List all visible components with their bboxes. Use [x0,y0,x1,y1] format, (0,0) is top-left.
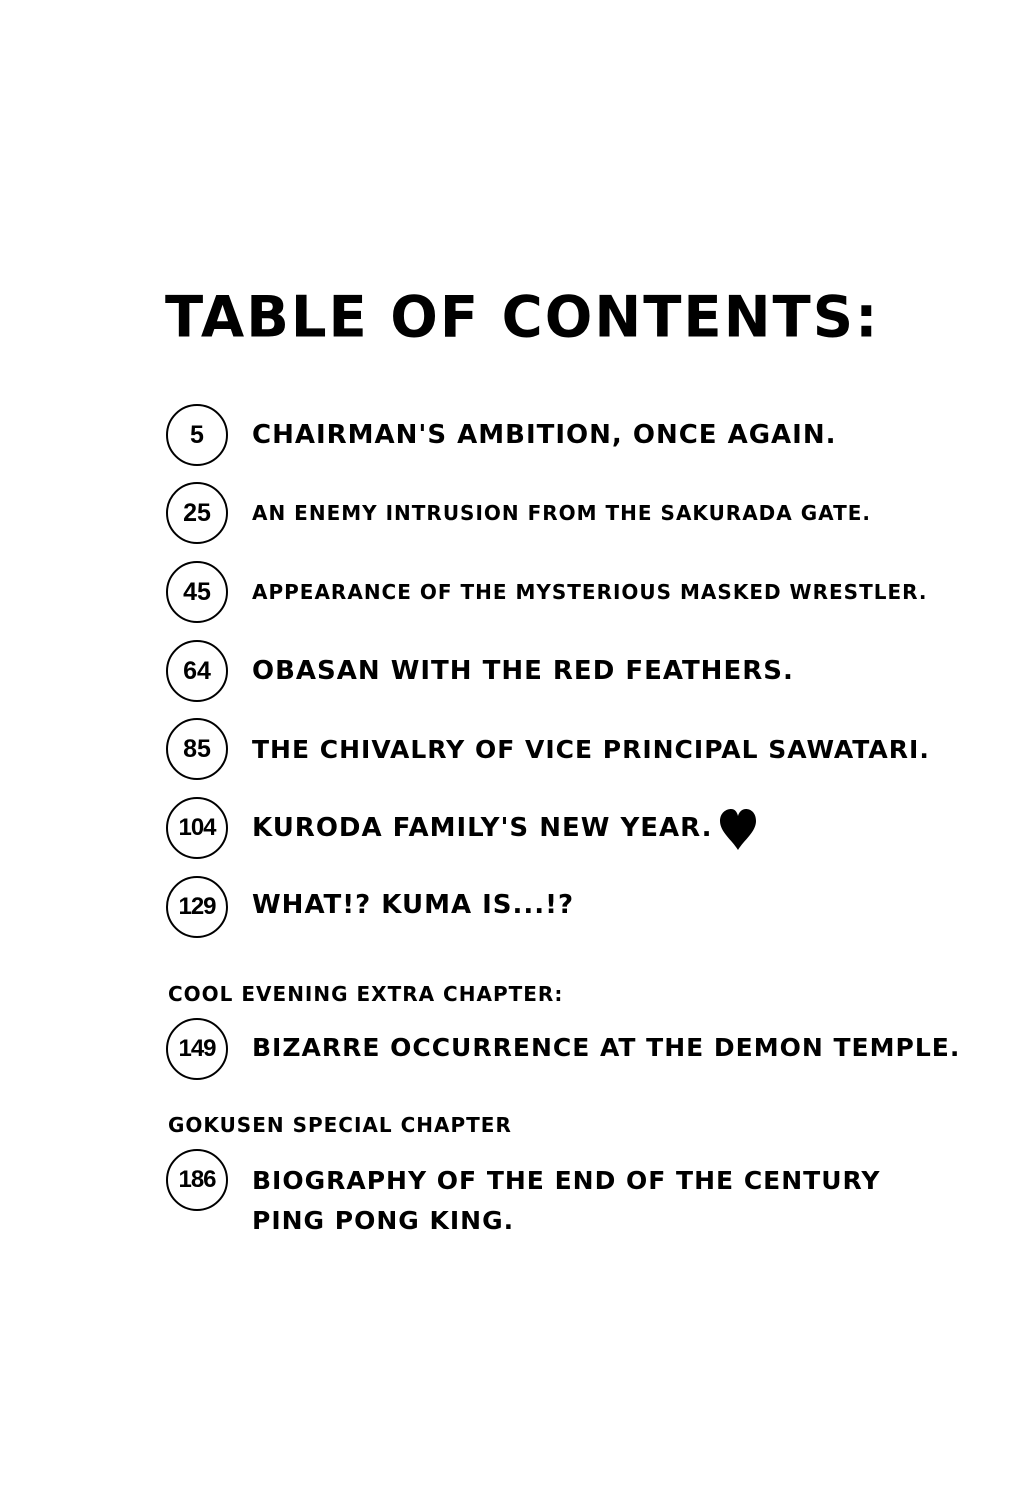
chapter-title: THE CHIVALRY OF VICE PRINCIPAL SAWATARI. [252,735,930,764]
page-number: 64 [166,640,228,702]
chapter-title: BIZARRE OCCURRENCE AT THE DEMON TEMPLE. [252,1033,961,1062]
chapter-title: OBASAN WITH THE RED FEATHERS. [252,656,794,686]
chapter-title: CHAIRMAN'S AMBITION, ONCE AGAIN. [252,420,837,450]
page-number: 149 [166,1018,228,1080]
extra-chapter-label: COOL EVENING EXTRA CHAPTER: [168,982,564,1006]
page-number: 104 [166,797,228,859]
chapter-title: AN ENEMY INTRUSION FROM THE SAKURADA GATE. [252,501,871,525]
chapter-title: KURODA FAMILY'S NEW YEAR. [252,813,713,843]
heart-icon [718,808,758,852]
chapter-title: WHAT!? KUMA IS...!? [252,890,575,920]
page-title: TABLE OF CONTENTS: [165,284,880,351]
page-number: 5 [166,404,228,466]
page-number: 45 [166,561,228,623]
page-number: 25 [166,482,228,544]
page-number: 129 [166,876,228,938]
chapter-title: APPEARANCE OF THE MYSTERIOUS MASKED WRESTLER. [252,580,928,604]
chapter-title: BIOGRAPHY OF THE END OF THE CENTURY PING PONG KING. [252,1166,881,1235]
page-number: 85 [166,718,228,780]
special-chapter-label: GOKUSEN SPECIAL CHAPTER [168,1113,512,1137]
page-number: 186 [166,1149,228,1211]
